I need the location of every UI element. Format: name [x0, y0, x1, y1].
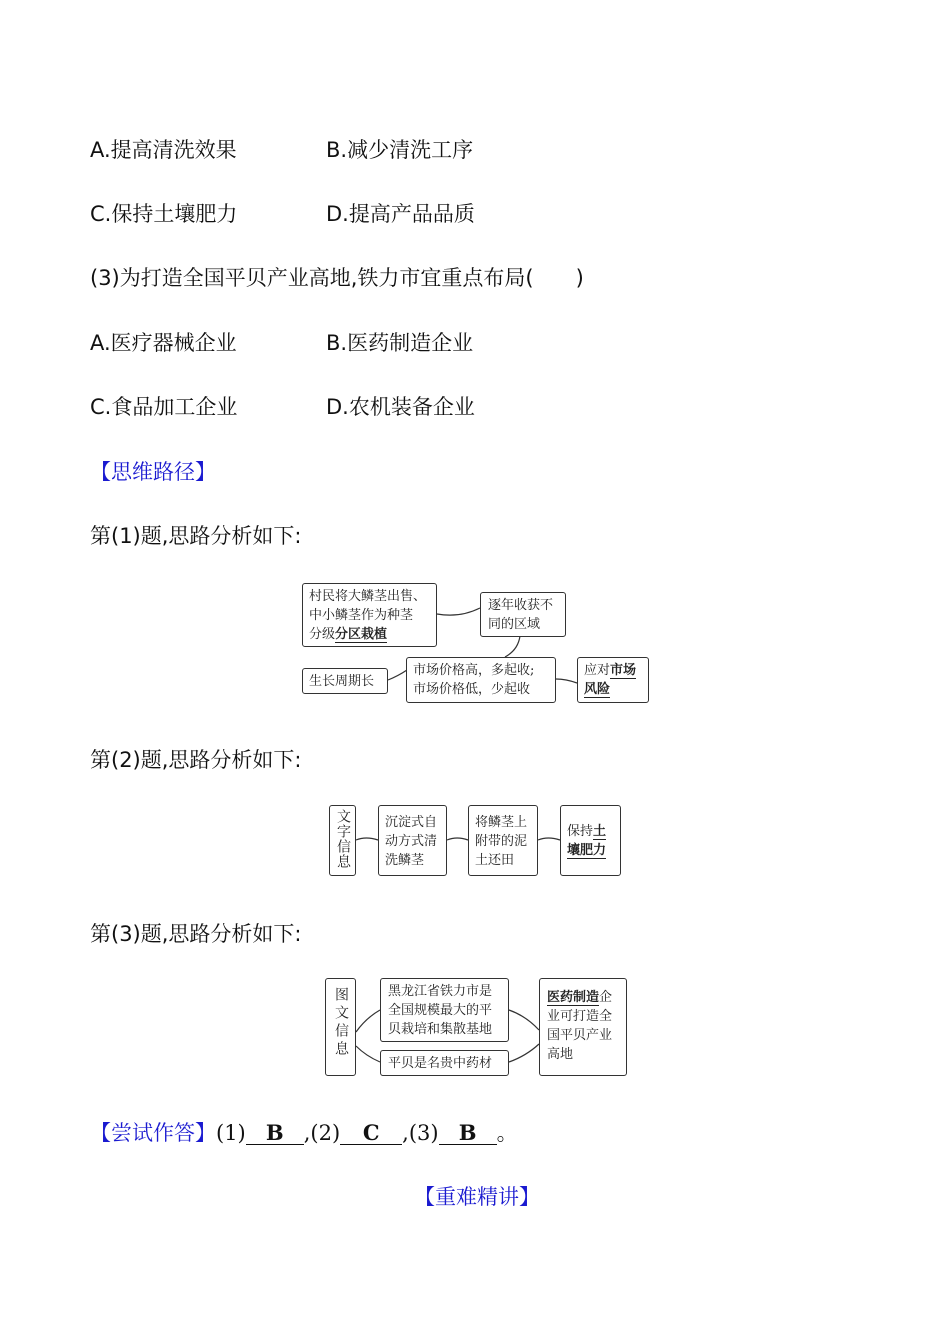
option-q3-d: D.农机装备企业	[326, 395, 475, 419]
d3-box3-line4: 高地	[547, 1047, 574, 1062]
question-3-stem: (3)为打造全国平贝产业高地,铁力市宜重点布局( )	[90, 266, 584, 290]
d3-box1-line3: 贝栽培和集散基地	[388, 1022, 493, 1037]
option-q3-c: C.食品加工企业	[90, 395, 238, 419]
d3-box3-text1: 企	[599, 990, 613, 1005]
d1-box1-line1: 村民将大鳞茎出售、	[309, 589, 427, 604]
d3-box1-line1: 黑龙江省铁力市是	[388, 984, 493, 999]
d1-box5-bold2: 风险	[584, 682, 611, 697]
d1-box5-bold1: 市场	[610, 663, 637, 678]
d1-box3-text: 生长周期长	[309, 674, 375, 689]
d2-label-text-info: 文字信息	[329, 805, 356, 876]
d1-box4-line2: 市场价格低，少起收	[413, 682, 531, 697]
answer-prefix-3: ,(3)	[402, 1121, 439, 1145]
d2-box3-bold2: 壤肥力	[567, 843, 607, 858]
answer-1: B	[246, 1122, 304, 1145]
option-q3-a: A.医疗器械企业	[90, 331, 237, 355]
d3-box3-line2: 业可打造全	[547, 1009, 613, 1024]
d3-box-herb	[380, 1050, 509, 1076]
q3-intro: 第(3)题,思路分析如下:	[90, 922, 302, 946]
answer-line	[90, 1119, 518, 1147]
d1-box1-line2: 中小鳞茎作为种茎	[309, 608, 414, 623]
answer-3: B	[439, 1122, 497, 1145]
d2-box2-line3: 土还田	[475, 853, 515, 868]
d3-box3-bold: 医药制造	[547, 990, 600, 1005]
section-title-key-points: 【重难精讲】	[414, 1185, 540, 1209]
d1-box1-line3: 分级	[309, 627, 336, 642]
d2-box1-line1: 沉淀式自	[385, 815, 438, 830]
d1-box2-line2: 同的区域	[488, 617, 541, 632]
answer-2: C	[340, 1122, 402, 1145]
option-q3-b: B.医药制造企业	[326, 331, 474, 355]
d2-box2-line2: 附带的泥	[475, 834, 528, 849]
answer-end: 。	[496, 1121, 518, 1145]
d1-box5-text: 应对	[584, 663, 611, 678]
option-q2-d: D.提高产品品质	[326, 202, 475, 226]
thinking-path-title: 【思维路径】	[90, 460, 216, 484]
d3-label-image-text-info: 图文信息	[325, 978, 356, 1076]
option-q2-c: C.保持土壤肥力	[90, 202, 238, 226]
d2-box2-line1: 将鳞茎上	[475, 815, 528, 830]
option-q2-b: B.减少清洗工序	[326, 138, 474, 162]
q2-intro: 第(2)题,思路分析如下:	[90, 748, 302, 772]
d2-box3-text: 保持	[567, 824, 594, 839]
q1-intro: 第(1)题,思路分析如下:	[90, 524, 302, 548]
option-q2-a: A.提高清洗效果	[90, 138, 237, 162]
answer-prefix-2: ,(2)	[303, 1121, 341, 1145]
d3-box1-line2: 全国规模最大的平	[388, 1003, 493, 1018]
d3-box-pharma	[539, 978, 627, 1076]
d1-box1-bold: 分区栽植	[335, 627, 388, 642]
d2-box1-line2: 动方式清	[385, 834, 438, 849]
d3-box2-text: 平贝是名贵中药材	[388, 1056, 493, 1071]
d3-box3-line3: 国平贝产业	[547, 1028, 613, 1043]
d1-box2-line1: 逐年收获不	[488, 598, 554, 613]
d2-box3-bold1: 土	[593, 824, 607, 839]
answer-prefix-1: (1)	[216, 1121, 246, 1145]
d2-box1-line3: 洗鳞茎	[385, 853, 425, 868]
d1-box4-line1: 市场价格高，多起收;	[413, 663, 535, 678]
d3-box-tieli	[380, 978, 509, 1042]
answer-title: 【尝试作答】	[90, 1121, 216, 1145]
